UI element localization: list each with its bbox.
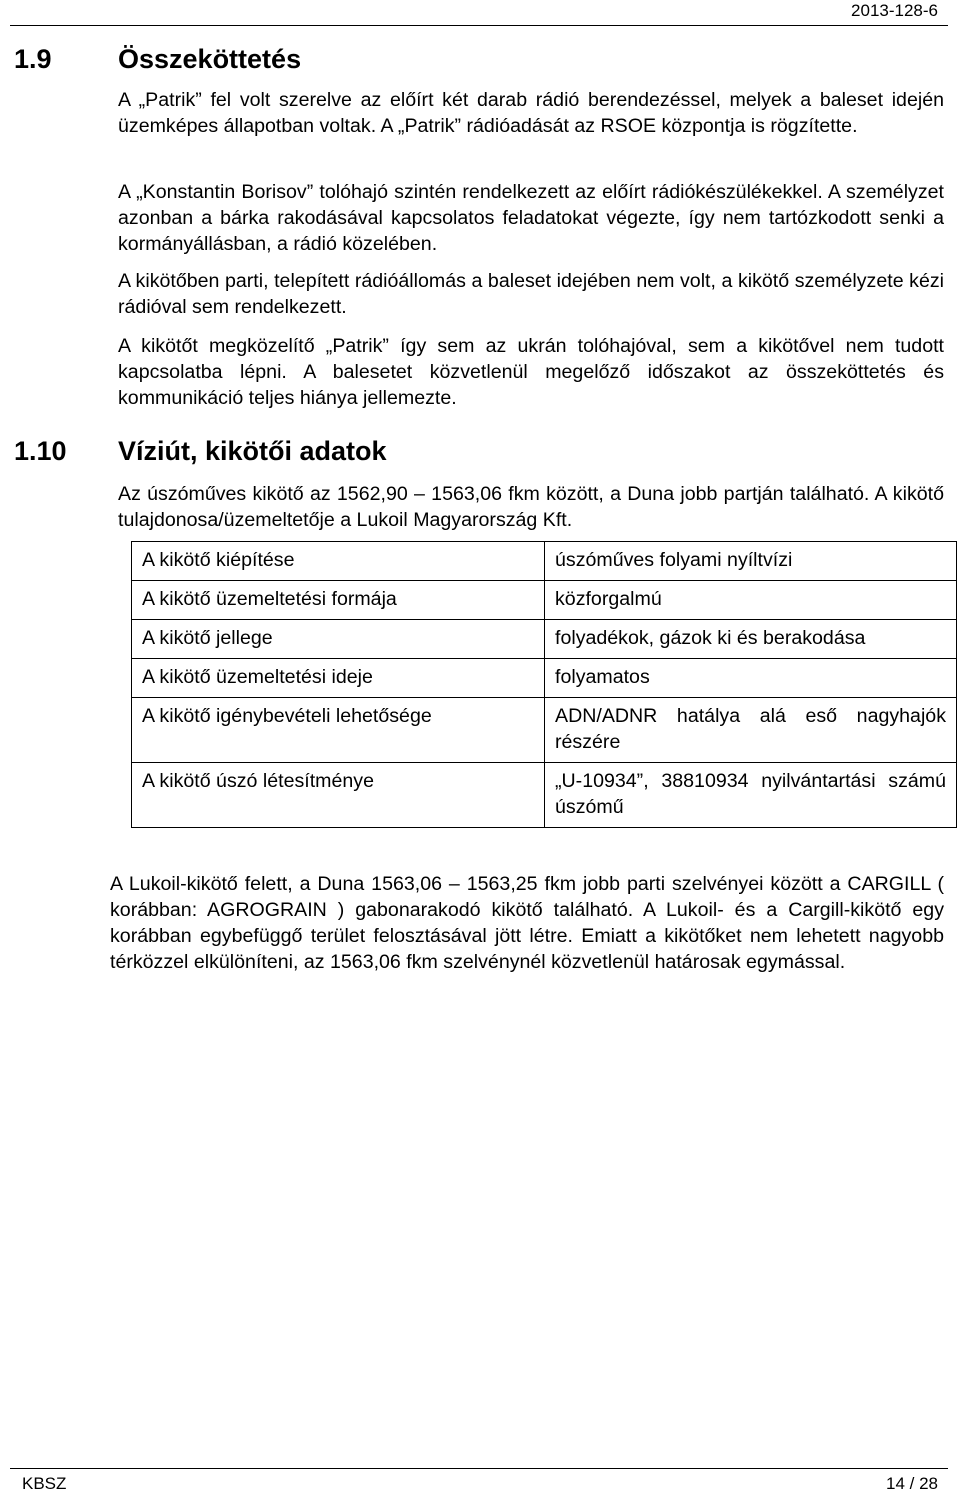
paragraph: A kikötőt megközelítő „Patrik” így sem az ukrán tolóhajóval, sem a kikötővel nem tudott kapcsolatba lépni. A balesetet közvetlenül megelőző időszakot az összeköttetés és kommunikáció teljes hiánya jellemezte.	[118, 335, 944, 409]
table-row	[132, 659, 957, 698]
table-value-cell: „U-10934”, 38810934 nyilvántartási számú úszómű	[545, 763, 957, 828]
section-heading-1-9	[14, 42, 301, 76]
port-data-table	[131, 541, 957, 828]
document-id: 2013-128-6	[851, 1, 938, 20]
header-divider	[10, 25, 948, 26]
paragraph: A „Patrik” fel volt szerelve az előírt két darab rádió berendezéssel, melyek a baleset idején üzemképes állapotban voltak. A „Patrik” rádióadását az RSOE központja is rögzítette.	[118, 89, 944, 137]
section-title: Összeköttetés	[118, 44, 302, 74]
table-row	[132, 763, 957, 828]
paragraph: A „Konstantin Borisov” tolóhajó szintén rendelkezett az előírt rádiókészülékekkel. A személyzet azonban a bárka rakodásával kapcsolatos feladatokat végezte, így nem tartózkodott senki a kormányállásban, a rádió közelében.	[118, 181, 944, 255]
table-value-cell: úszóműves folyami nyíltvízi	[545, 542, 957, 581]
table-row	[132, 620, 957, 659]
table-label-cell: A kikötő üzemeltetési ideje	[132, 659, 545, 698]
table-value-cell: folyamatos	[545, 659, 957, 698]
paragraph: A Lukoil-kikötő felett, a Duna 1563,06 – 1563,25 fkm jobb parti szelvényei között a CARGILL ( korábban: AGROGRAIN ) gabonarakodó kikötő található. A Lukoil- és a Cargill-kikötő egy korábban egybefüggő terület felosztásával jött létre. Emiatt a kikötőket nem lehetett nagyobb térközzel elkülöníteni, az 1563,06 fkm szelvénynél közvetlenül határosak egymással.	[110, 873, 944, 973]
table-label-cell: A kikötő üzemeltetési formája	[132, 581, 545, 620]
section-number: 1.10	[14, 436, 67, 466]
section-heading-1-10	[14, 434, 387, 468]
footer-divider	[10, 1468, 948, 1469]
table-value-cell: ADN/ADNR hatálya alá eső nagyhajók részére	[545, 698, 957, 763]
table-label-cell: A kikötő jellege	[132, 620, 545, 659]
table-label-cell: A kikötő igénybevételi lehetősége	[132, 698, 545, 763]
table-row	[132, 698, 957, 763]
paragraph: A kikötőben parti, telepített rádióállomás a baleset idejében nem volt, a kikötő személyzete kézi rádióval sem rendelkezett.	[118, 270, 944, 318]
section-number: 1.9	[14, 44, 52, 74]
table-row	[132, 542, 957, 581]
page-number: 14 / 28	[886, 1474, 938, 1493]
section-title: Víziút, kikötői adatok	[118, 436, 387, 466]
table-label-cell: A kikötő úszó létesítménye	[132, 763, 545, 828]
table-label-cell: A kikötő kiépítése	[132, 542, 545, 581]
table-value-cell: folyadékok, gázok ki és berakodása	[545, 620, 957, 659]
table-value-cell: közforgalmú	[545, 581, 957, 620]
footer-organization: KBSZ	[22, 1474, 67, 1493]
paragraph: Az úszóműves kikötő az 1562,90 – 1563,06 fkm között, a Duna jobb partján található. A kikötő tulajdonosa/üzemeltetője a Lukoil Magyarország Kft.	[118, 483, 944, 531]
table-row	[132, 581, 957, 620]
